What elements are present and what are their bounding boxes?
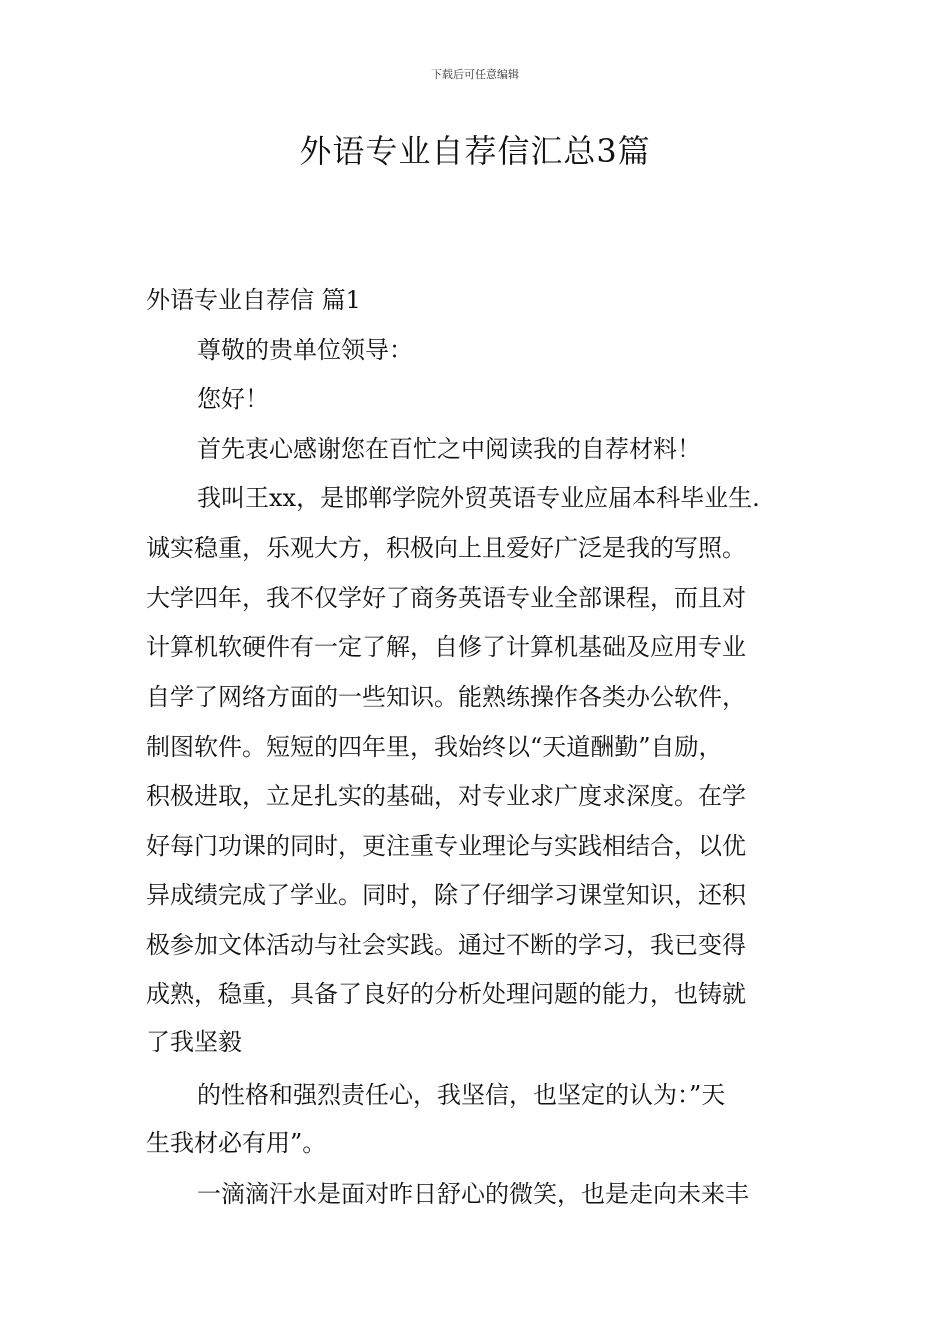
paragraph-line: 自学了网络方面的一些知识。能熟练操作各类办公软件， bbox=[146, 683, 746, 711]
paragraph-line: 首先衷心感谢您在百忙之中阅读我的自荐材料！ bbox=[197, 435, 701, 463]
paragraph-line: 的性格和强烈责任心，我坚信，也坚定的认为：”天 bbox=[197, 1081, 726, 1109]
paragraph-line: 制图软件。短短的四年里，我始终以“天道酬勤”自励， bbox=[146, 733, 723, 761]
paragraph-line: 大学四年，我不仅学好了商务英语专业全部课程，而且对 bbox=[146, 584, 746, 612]
paragraph-line: 生我材必有用”。 bbox=[146, 1129, 327, 1157]
document-title: 外语专业自荐信汇总3篇 bbox=[299, 132, 651, 170]
paragraph-line: 诚实稳重，乐观大方，积极向上且爱好广泛是我的写照。 bbox=[146, 534, 746, 562]
paragraph-line: 积极进取，立足扎实的基础，对专业求广度求深度。在学 bbox=[146, 782, 746, 810]
paragraph-line: 极参加文体活动与社会实践。通过不断的学习，我已变得 bbox=[146, 931, 746, 959]
paragraph-line: 计算机软硬件有一定了解，自修了计算机基础及应用专业 bbox=[146, 633, 746, 661]
paragraph-line: 好每门功课的同时，更注重专业理论与实践相结合，以优 bbox=[146, 832, 746, 860]
section-heading: 外语专业自荐信 篇1 bbox=[146, 286, 361, 314]
greeting: 您好！ bbox=[197, 385, 269, 413]
paragraph-line: 异成绩完成了学业。同时，除了仔细学习课堂知识，还积 bbox=[146, 881, 746, 909]
paragraph-line: 我叫王xx，是邯郸学院外贸英语专业应届本科毕业生. bbox=[197, 484, 760, 512]
paragraph-line: 了我坚毅 bbox=[146, 1028, 242, 1056]
salutation: 尊敬的贵单位领导： bbox=[197, 336, 413, 364]
paragraph-line: 一滴滴汗水是面对昨日舒心的微笑，也是走向未来丰 bbox=[197, 1180, 749, 1208]
header-note: 下载后可任意编辑 bbox=[431, 68, 519, 81]
paragraph-line: 成熟，稳重，具备了良好的分析处理问题的能力，也铸就 bbox=[146, 980, 746, 1008]
